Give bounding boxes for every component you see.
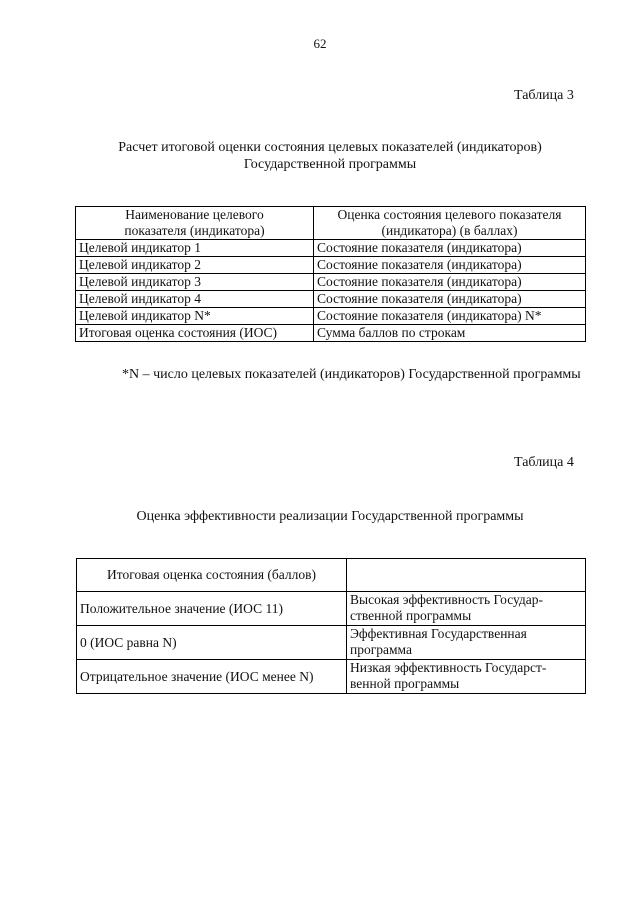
table3-header-col2-line1: Оценка состояния целевого показателя	[337, 207, 562, 222]
table3-header-col1-line2: показателя (индикатора)	[124, 223, 265, 238]
table4-header-col2	[347, 559, 586, 592]
table-row	[76, 257, 586, 274]
table3-cell-state: Состояние показателя (индикатора)	[314, 274, 586, 291]
table3-header-row	[76, 207, 586, 240]
page-number: 62	[313, 36, 327, 51]
table4-cell-efficiency	[347, 592, 586, 626]
table-row	[76, 308, 586, 325]
table4-header-col1: Итоговая оценка состояния (баллов)	[77, 559, 347, 592]
table-row	[76, 291, 586, 308]
table3-cell-indicator: Целевой индикатор 1	[76, 240, 314, 257]
table-row	[77, 592, 586, 626]
table3-title-line1: Расчет итоговой оценки состояния целевых показателей (индикаторов)	[118, 140, 542, 155]
table3	[75, 206, 586, 342]
table-row	[76, 274, 586, 291]
table3-header-col2	[314, 207, 586, 240]
table-row	[77, 660, 586, 694]
table4-cell-efficiency-line1: Низкая эффективность Государст-	[350, 660, 547, 675]
table4-header-row	[77, 559, 586, 592]
table4-cell-score: Положительное значение (ИОС 11)	[77, 592, 347, 626]
table4-title: Оценка эффективности реализации Государственной программы	[136, 509, 524, 524]
table4-cell-score: Отрицательное значение (ИОС менее N)	[77, 660, 347, 694]
table3-cell-indicator: Целевой индикатор 3	[76, 274, 314, 291]
table3-cell-state: Состояние показателя (индикатора)	[314, 240, 586, 257]
table4-cell-efficiency-line1: Эффективная Государственная	[350, 626, 527, 641]
table4-cell-efficiency	[347, 626, 586, 660]
table4-cell-efficiency-line2: программа	[350, 642, 412, 657]
table3-cell-indicator: Целевой индикатор 2	[76, 257, 314, 274]
table-row	[76, 325, 586, 342]
table4-cell-efficiency-line2: венной программы	[350, 676, 460, 691]
table3-header-col1-line1: Наименование целевого	[125, 207, 264, 222]
table4-cell-efficiency-line1: Высокая эффективность Государ-	[350, 592, 544, 607]
table4-cell-efficiency-line2: ственной программы	[350, 608, 472, 623]
table3-header-col1	[76, 207, 314, 240]
table3-cell-indicator: Целевой индикатор 4	[76, 291, 314, 308]
table-row	[76, 240, 586, 257]
table4-label: Таблица 4	[514, 455, 574, 470]
table4-cell-score: 0 (ИОС равна N)	[77, 626, 347, 660]
table3-cell-state: Состояние показателя (индикатора)	[314, 291, 586, 308]
table3-title	[80, 139, 580, 173]
table3-cell-indicator: Целевой индикатор N*	[76, 308, 314, 325]
table4-cell-efficiency	[347, 660, 586, 694]
table4	[76, 558, 586, 694]
table3-cell-state: Состояние показателя (индикатора) N*	[314, 308, 586, 325]
table3-title-line2: Государственной программы	[243, 157, 417, 172]
table3-footnote: *N – число целевых показателей (индикаторов) Государственной программы	[122, 367, 581, 382]
table3-cell-indicator: Итоговая оценка состояния (ИОС)	[76, 325, 314, 342]
table3-header-col2-line2: (индикатора) (в баллах)	[381, 223, 518, 238]
table-row	[77, 626, 586, 660]
table3-cell-state: Состояние показателя (индикатора)	[314, 257, 586, 274]
table3-label: Таблица 3	[514, 88, 574, 103]
table3-cell-state: Сумма баллов по строкам	[314, 325, 586, 342]
